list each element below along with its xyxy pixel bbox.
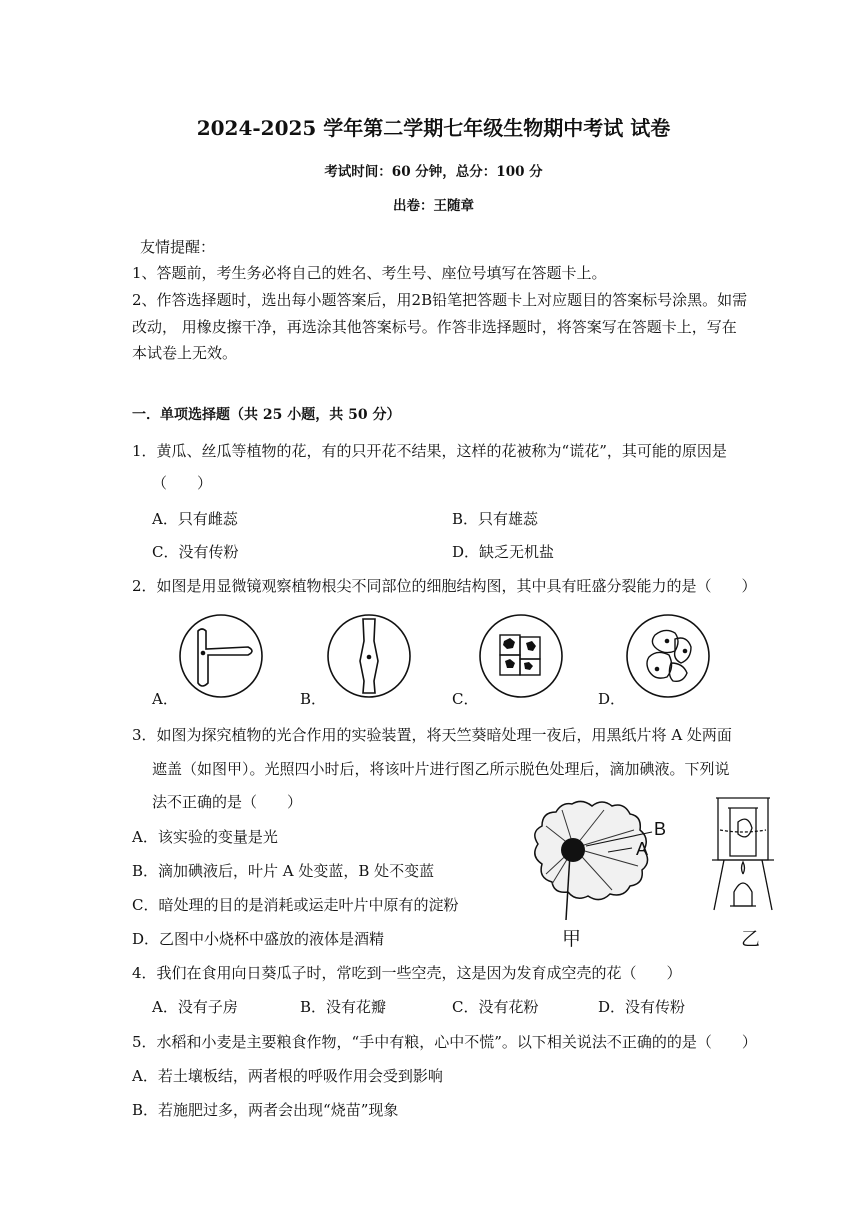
- exam-author: 出卷：王随章: [393, 198, 474, 214]
- question-2-option-b: B．: [300, 690, 327, 708]
- question-1-stem: 1．黄瓜、丝瓜等植物的花，有的只开花不结果，这样的花被称为“谎花”，其可能的原因是: [132, 442, 727, 460]
- reminder-line-1: 1、答题前，考生务必将自己的姓名、考生号、座位号填写在答题卡上。: [132, 264, 607, 282]
- question-5-stem: 5．水稻和小麦是主要粮食作物，“手中有粮，心中不慌”。以下相关说法不正确的的是（ ）: [132, 1033, 757, 1051]
- reminder-heading: 友情提醒：: [140, 238, 216, 256]
- reminder-line-3: 改动， 用橡皮擦干净，再选涂其他答案标号。作答非选择题时，将答案写在答题卡上，写在: [132, 318, 737, 336]
- question-3-stem-line-3: 法不正确的是（ ）: [152, 793, 303, 811]
- question-4-option-d: D．没有传粉: [598, 998, 686, 1016]
- figure-label-yi: 乙: [741, 928, 761, 950]
- question-4-option-a: A．没有子房: [152, 998, 238, 1016]
- question-4-option-b: B．没有花瓣: [300, 998, 387, 1016]
- question-3-stem-line-1: 3．如图为探究植物的光合作用的实验装置，将天竺葵暗处理一夜后，用黑纸片将 A 处两面: [132, 726, 732, 744]
- leaf-label-b: B: [654, 819, 667, 839]
- question-1-option-c: C．没有传粉: [152, 543, 239, 561]
- leaf-figure: [512, 796, 674, 922]
- question-2-stem: 2．如图是用显微镜观察植物根尖不同部位的细胞结构图，其中具有旺盛分裂能力的是（ ）: [132, 577, 757, 595]
- question-5-option-a: A．若土壤板结，两者根的呼吸作用会受到影响: [132, 1067, 443, 1085]
- page-title: 2024-2025 学年第二学期七年级生物期中考试 试卷: [196, 116, 671, 140]
- leaf-label-a: A: [636, 839, 649, 859]
- question-4-stem: 4．我们在食用向日葵瓜子时，常吃到一些空壳，这是因为发育成空壳的花（ ）: [132, 964, 682, 982]
- exam-info: 考试时间：60 分钟，总分：100 分: [324, 164, 543, 180]
- cell-figure-a: [178, 613, 264, 699]
- reminder-line-2: 2、作答选择题时，选出每小题答案后，用2B铅笔把答题卡上对应题目的答案标号涂黑。如需: [132, 291, 748, 309]
- question-1-bracket: （ ）: [152, 474, 213, 492]
- question-2-option-c: C．: [452, 690, 479, 708]
- cell-figure-b: [326, 613, 412, 699]
- question-2-option-d: D．: [598, 690, 626, 708]
- question-3-option-b: B．滴加碘液后，叶片 A 处变蓝，B 处不变蓝: [132, 862, 435, 880]
- figure-label-jia: 甲: [562, 928, 582, 950]
- cell-figure-c: [478, 613, 564, 699]
- reminder-line-4: 本试卷上无效。: [132, 344, 238, 362]
- section-heading: 一．单项选择题（共 25 小题，共 50 分）: [132, 407, 401, 423]
- question-3-option-a: A．该实验的变量是光: [132, 828, 278, 846]
- question-3-option-d: D．乙图中小烧杯中盛放的液体是酒精: [132, 930, 385, 948]
- question-2-option-a: A．: [152, 690, 178, 708]
- water-bath-figure: [708, 794, 778, 922]
- question-4-option-c: C．没有花粉: [452, 998, 539, 1016]
- cell-figure-d: [625, 613, 711, 699]
- question-3-stem-line-2: 遮盖（如图甲）。光照四小时后，将该叶片进行图乙所示脱色处理后，滴加碘液。下列说: [152, 760, 730, 778]
- question-1-option-b: B．只有雄蕊: [452, 510, 539, 528]
- question-3-option-c: C．暗处理的目的是消耗或运走叶片中原有的淀粉: [132, 896, 459, 914]
- question-1-option-d: D．缺乏无机盐: [452, 543, 555, 561]
- question-5-option-b: B．若施肥过多，两者会出现“烧苗”现象: [132, 1101, 399, 1119]
- question-1-option-a: A．只有雌蕊: [152, 510, 238, 528]
